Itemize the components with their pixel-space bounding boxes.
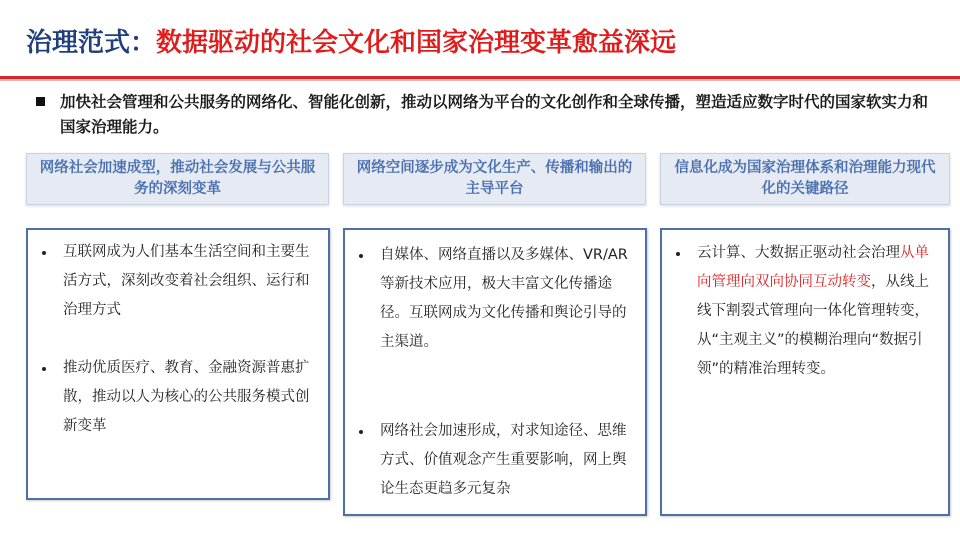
list-item-text: 推动优质医疗、教育、金融资源普惠扩散，推动以人为核心的公共服务模式创新变革 [63, 360, 310, 434]
bullet-dot-icon [359, 430, 363, 434]
list-item-text: 自媒体、网络直播以及多媒体、VR/AR等新技术应用，极大丰富文化传播途径。互联网成为文化传播和舆论引导的主渠道。 [380, 247, 628, 350]
column-box-2 [343, 228, 647, 516]
highlight-text: 从单向管理向双向协同互动转变 [697, 245, 929, 290]
list-item-text: 网络社会加速形成，对求知途径、思维方式、价值观念产生重要影响，网上舆论生态更趋多元复杂 [380, 423, 627, 497]
column-header-2: 网络空间逐步成为文化生产、传播和输出的主导平台 [343, 153, 646, 205]
bullet-dot-icon [359, 254, 363, 258]
column-box-3 [660, 228, 950, 516]
item-text-pre: 云计算、大数据正驱动社会治理 [697, 245, 900, 261]
bullet-dot-icon [42, 367, 46, 371]
page-title [26, 22, 676, 59]
intro-text: 加快社会管理和公共服务的网络化、智能化创新，推动以网络为平台的文化创作和全球传播，塑造适应数字时代的国家软实力和国家治理能力。 [60, 93, 929, 136]
column-header-1: 网络社会加速成型，推动社会发展与公共服务的深刻变革 [26, 153, 329, 205]
column-header-3: 信息化成为国家治理体系和治理能力现代化的关键路径 [660, 153, 950, 205]
list-item-text [697, 239, 938, 384]
item-text-post: ，从线上线下割裂式管理向一体化管理转变，从“主观主义”的模糊治理向“数据引领”的精准治理转变。 [697, 274, 929, 377]
bullet-dot-icon [42, 251, 46, 255]
list-item [345, 417, 645, 504]
title-prefix: 治理范式： [26, 28, 157, 58]
title-divider-shadow [0, 79, 960, 81]
list-item [662, 239, 948, 384]
bullet-dot-icon [676, 252, 680, 256]
list-item [345, 241, 645, 357]
intro-paragraph [36, 90, 936, 140]
title-main: 数据驱动的社会文化和国家治理变革愈益深远 [156, 28, 677, 58]
list-item [28, 354, 328, 441]
list-item-text: 互联网成为人们基本生活空间和主要生活方式，深刻改变着社会组织、运行和治理方式 [63, 244, 310, 318]
list-item [28, 238, 328, 325]
square-bullet-icon [36, 97, 45, 106]
column-box-1 [26, 228, 330, 500]
